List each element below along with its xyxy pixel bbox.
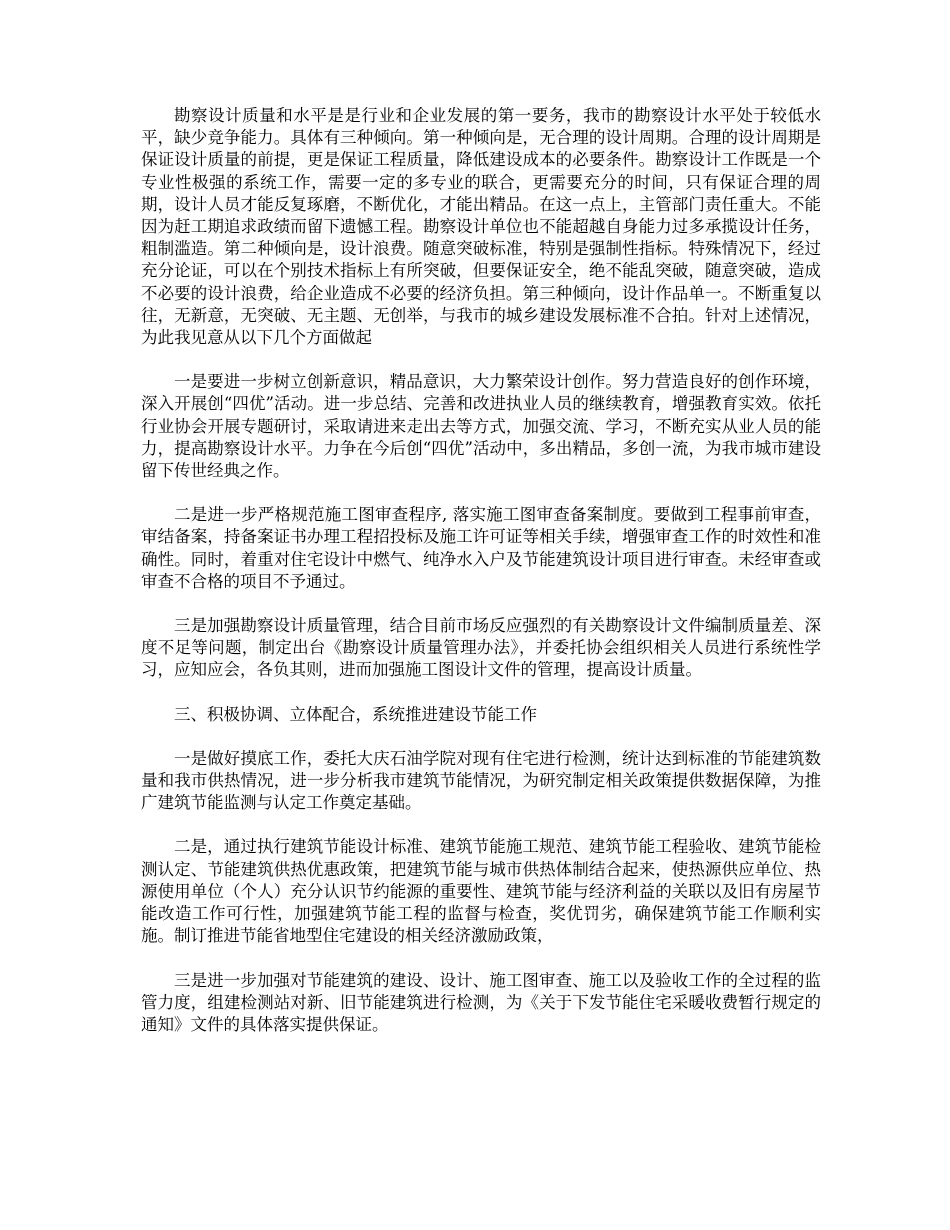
paragraph-supervision: 三是进一步加强对节能建筑的建设、设计、施工图审查、施工以及验收工作的全过程的监管力度，组建检测站对新、旧节能建筑进行检测，为《关于下发节能住宅采暖收费暂行规定的通知》文件的具体落实提供保证。 bbox=[141, 970, 821, 1034]
document-page bbox=[141, 105, 821, 1036]
paragraph-energy-standards: 二是，通过执行建筑节能设计标准、建筑节能施工规范、建筑节能工程验收、建筑节能检测认定、节能建筑供热优惠政策，把建筑节能与城市供热体制结合起来，使热源供应单位、热源使用单位（个人）充分认识节约能源的重要性、建筑节能与经济利益的关联以及旧有房屋节能改造工作可行性，加强建筑节能工程的监督与检查，奖优罚劣，确保建筑节能工作顺利实施。制订推进节能省地型住宅建设的相关经济激励政策， bbox=[141, 837, 821, 946]
section-heading: 三、积极协调、立体配合，系统推进建设节能工作 bbox=[174, 704, 537, 724]
paragraph-innovation: 一是要进一步树立创新意识，精品意识，大力繁荣设计创作。努力营造良好的创作环境，深入开展创“四优”活动。进一步总结、完善和改进执业人员的继续教育，增强教育实效。依托行业协会开展专题研讨，采取请进来走出去等方式，加强交流、学习，不断充实从业人员的能力，提高勘察设计水平。力争在今后创“四优”活动中，多出精品，多创一流，为我市城市建设留下传世经典之作。 bbox=[141, 372, 821, 481]
paragraph-quality-management: 三是加强勘察设计质量管理，结合目前市场反应强烈的有关勘察设计文件编制质量差、深度不足等问题，制定出台《勘察设计质量管理办法》，并委托协会组织相关人员进行系统性学习，应知应会，各负其则，进而加强施工图设计文件的管理，提高设计质量。 bbox=[141, 616, 821, 680]
paragraph-survey-work: 一是做好摸底工作，委托大庆石油学院对现有住宅进行检测，统计达到标准的节能建筑数量和我市供热情况，进一步分析我市建筑节能情况，为研究制定相关政策提供数据保障，为推广建筑节能监测与认定工作奠定基础。 bbox=[141, 748, 821, 813]
paragraph-survey-quality: 勘察设计质量和水平是是行业和企业发展的第一要务，我市的勘察设计水平处于较低水平，缺少竞争能力。具体有三种倾向。第一种倾向是，无合理的设计周期。合理的设计周期是保证设计质量的前提，更是保证工程质量，降低建设成本的必要条件。勘察设计工作既是一个专业性极强的系统工作，需要一定的多专业的联合，更需要充分的时间，只有保证合理的周期，设计人员才能反复琢磨，不断优化，才能出精品。在这一点上，主管部门责任重大。不能因为赶工期追求政绩而留下遗憾工程。勘察设计单位也不能超越自身能力过多承揽设计任务，粗制滥造。第二种倾向是，设计浪费。随意突破标准，特别是强制性指标。特殊情况下，经过充分论证，可以在个别技术指标上有所突破，但要保证安全，绝不能乱突破，随意突破，造成不必要的设计浪费，给企业造成不必要的经济负担。第三种倾向，设计作品单一。不断重复以往，无新意，无突破、无主题、无创举，与我市的城乡建设发展标准不合拍。针对上述情况，为此我见意从以下几个方面做起 bbox=[141, 106, 821, 348]
paragraph-drawing-review: 二是进一步严格规范施工图审查程序, 落实施工图审查备案制度。要做到工程事前审查，审结备案，持备案证书办理工程招投标及施工许可证等相关手续，增强审查工作的时效性和准确性。同时，着重对住宅设计中燃气、纯净水入户及节能建筑设计项目进行审查。未经审查或审查不合格的项目不予通过。 bbox=[141, 505, 821, 591]
